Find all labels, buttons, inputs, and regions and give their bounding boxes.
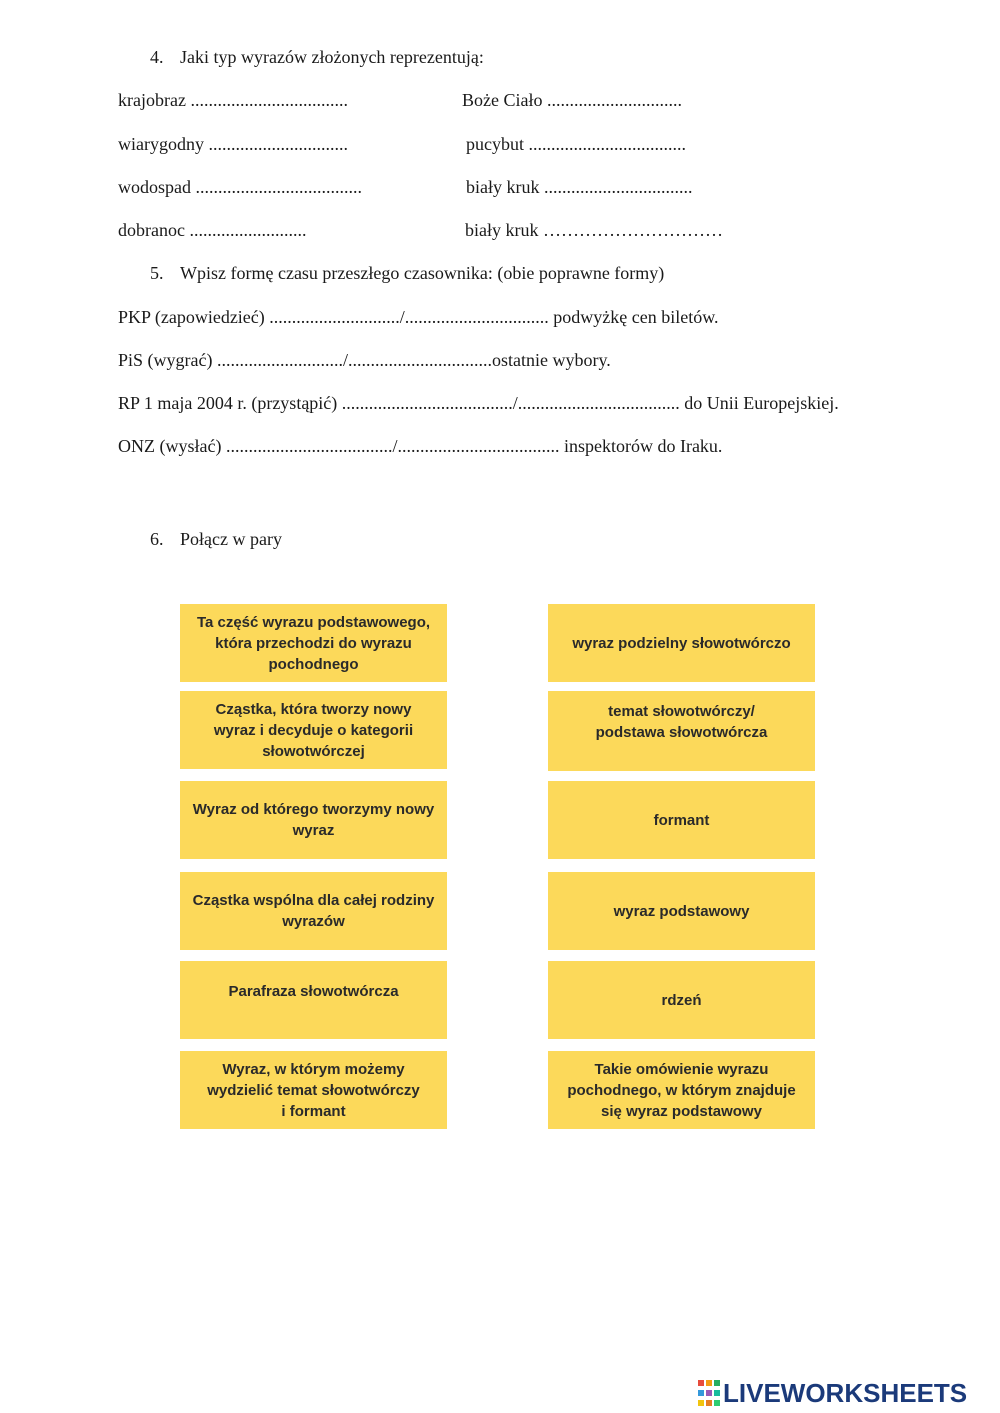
q4-row-1-right[interactable]: Boże Ciało .............................. [462,90,682,110]
q4-row-1-left[interactable]: krajobraz ................................... [118,90,348,110]
liveworksheets-logo-text: LIVEWORKSHEETS [723,1378,968,1408]
q4-row-2-right[interactable]: pucybut ................................... [466,134,686,154]
match-left-card-4[interactable]: Cząstka wspólna dla całej rodziny wyrazów [180,872,447,950]
q5-row-3[interactable]: RP 1 maja 2004 r. (przystąpić) ....................................../.................................... do Unii Europejskiej. [118,393,839,413]
q6-number: 6. [150,529,164,549]
q4-row-3-left[interactable]: wodospad ..................................... [118,177,362,197]
q5-row-1[interactable]: PKP (zapowiedzieć) ............................./................................ podwyżkę cen biletów. [118,307,719,327]
match-left-card-5[interactable]: Parafraza słowotwórcza [180,961,447,1039]
q6-heading [150,528,282,550]
q4-heading [150,46,484,68]
q6-title: Połącz w pary [180,529,282,549]
q5-row-4[interactable]: ONZ (wysłać) ...................................../.................................... inspektorów do Iraku. [118,436,723,456]
match-right-card-5[interactable]: rdzeń [548,961,815,1039]
match-right-card-6[interactable]: Takie omówienie wyrazu pochodnego, w którym znajduje się wyraz podstawowy [548,1051,815,1129]
match-left-card-1[interactable]: Ta część wyrazu podstawowego, która przechodzi do wyrazu pochodnego [180,604,447,682]
match-left-card-2[interactable]: Cząstka, która tworzy nowy wyraz i decyduje o kategorii słowotwórczej [180,691,447,769]
q4-row-4-right[interactable]: biały kruk ………………………… [465,220,723,240]
match-left-card-6[interactable]: Wyraz, w którym możemy wydzielić temat słowotwórczy i formant [180,1051,447,1129]
match-right-card-3[interactable]: formant [548,781,815,859]
q5-title: Wpisz formę czasu przeszłego czasownika: (obie poprawne formy) [180,263,665,283]
q5-number: 5. [150,263,164,283]
q4-title: Jaki typ wyrazów złożonych reprezentują: [180,47,484,67]
match-left-card-3[interactable]: Wyraz od którego tworzymy nowy wyraz [180,781,447,859]
match-right-card-4[interactable]: wyraz podstawowy [548,872,815,950]
q4-row-2-left[interactable]: wiarygodny ............................... [118,134,348,154]
liveworksheets-logo-icon [698,1380,720,1406]
match-right-card-2[interactable]: temat słowotwórczy/ podstawa słowotwórcza [548,691,815,771]
q4-row-4-left[interactable]: dobranoc .......................... [118,220,307,240]
liveworksheets-logo [698,1378,967,1408]
q4-row-3-right[interactable]: biały kruk ................................. [466,177,693,197]
q4-number: 4. [150,47,164,67]
q5-row-2[interactable]: PiS (wygrać) ............................/................................ostatnie wybory. [118,350,611,370]
match-right-card-1[interactable]: wyraz podzielny słowotwórczo [548,604,815,682]
q5-heading [150,262,664,284]
